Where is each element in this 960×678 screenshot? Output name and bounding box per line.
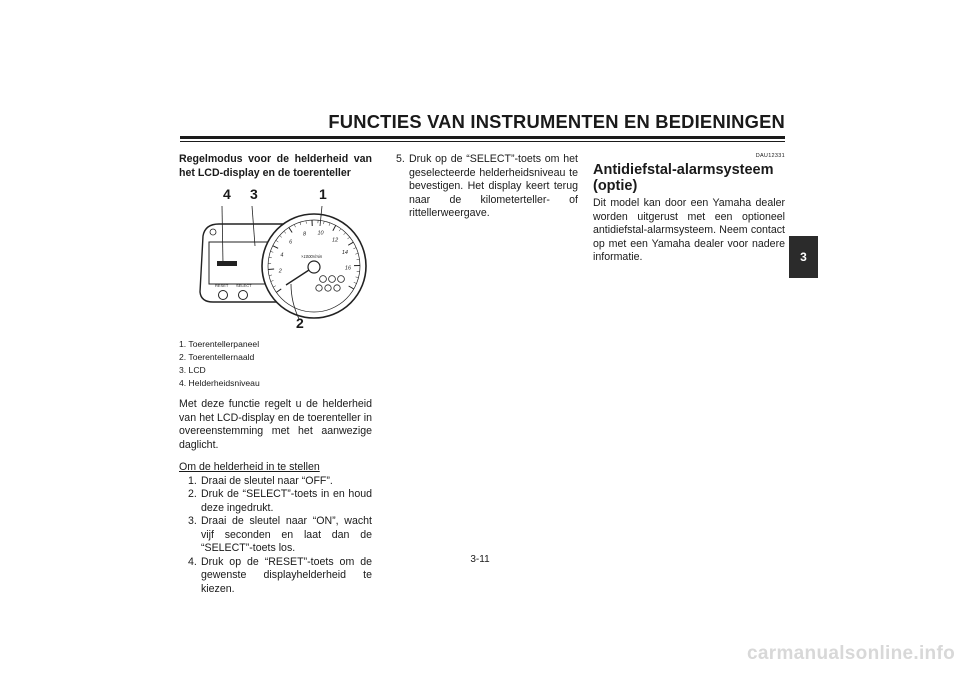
step-text: Draai de sleutel naar “OFF”. — [201, 474, 333, 487]
tach-number: 10 — [317, 230, 324, 237]
page-number: 3-11 — [470, 554, 490, 565]
tach-scale-label: ×1000r/min — [301, 254, 323, 259]
leader-line-3 — [252, 206, 255, 246]
procedure-steps — [179, 475, 372, 597]
leader-line-4 — [222, 206, 223, 264]
step-text: Druk op de “RESET”-toets om de gewenste displayhelderheid te kiezen. — [201, 555, 372, 595]
tach-number: 12 — [332, 237, 339, 244]
reference-code: DAU12331 — [755, 153, 785, 159]
callout-1: 1 — [319, 186, 327, 202]
column-3 — [593, 153, 785, 265]
procedure-steps-continued — [392, 153, 578, 221]
step-text: Draai de sleutel naar “ON”, wacht vijf seconden en laat dan de “SELECT”-toets los. — [201, 515, 372, 554]
brightness-level-segments — [217, 261, 237, 266]
instrument-panel-figure — [179, 184, 372, 334]
column-2 — [392, 153, 578, 221]
list-item — [179, 488, 372, 515]
step-text: Druk de “SELECT”-toets in en houd deze ingedrukt. — [201, 488, 372, 514]
legend-item: 1. Toerentellerpaneel — [179, 339, 260, 349]
tach-number: 14 — [341, 249, 349, 256]
callout-3: 3 — [250, 186, 258, 202]
select-button-label: SELECT — [236, 283, 252, 288]
step-text: Druk op de “SELECT”-toets om het geselecteerde helderheidsniveau te bevestigen. Het display keert terug naar de kilometerteller- of rittellerweergave. — [409, 153, 578, 219]
section-body: Dit model kan door een Yamaha dealer worden uitgerust met een optioneel antidiefstal-alarmsysteem. Neem contact op met een Yamaha dealer voor nadere informatie. — [593, 197, 785, 263]
legend-item: 3. LCD — [179, 365, 206, 375]
tach-number: 8 — [303, 231, 307, 238]
chapter-tab[interactable]: 3 — [789, 236, 818, 278]
step-number: 4. — [188, 555, 197, 568]
step-number: 1. — [188, 474, 197, 487]
select-button-icon — [239, 291, 248, 300]
step-number: 2. — [188, 488, 197, 500]
indicator-light-icon — [210, 229, 216, 235]
callout-2: 2 — [296, 315, 304, 331]
step-number: 3. — [188, 515, 197, 527]
section-title: Antidiefstal-alarmsysteem (optie) — [593, 162, 774, 194]
step-number: 5. — [396, 153, 405, 165]
header-rule-thin — [180, 141, 785, 142]
column-1 — [179, 153, 372, 596]
tach-number: 16 — [344, 265, 352, 272]
callout-4: 4 — [223, 186, 231, 202]
tach-number: 6 — [289, 239, 293, 246]
list-item — [179, 556, 372, 597]
list-item — [179, 515, 372, 556]
figure-legend — [179, 338, 372, 390]
legend-item: 4. Helderheidsniveau — [179, 378, 260, 388]
page-header-title: FUNCTIES VAN INSTRUMENTEN EN BEDIENINGEN — [328, 112, 785, 132]
header-rule — [180, 136, 785, 139]
tach-number: 4 — [280, 252, 284, 259]
tach-number: 2 — [278, 268, 282, 275]
instrument-panel-illustration — [179, 184, 372, 334]
reset-button-icon — [219, 291, 228, 300]
legend-item: 2. Toerentellernaald — [179, 352, 255, 362]
reset-button-label: RESET — [215, 283, 229, 288]
list-item — [392, 153, 578, 221]
section-subheading: Regelmodus voor de helderheid van het LCD-display en de toerenteller — [179, 153, 372, 179]
intro-paragraph: Met deze functie regelt u de helderheid van het LCD-display en de toerenteller in overeenstemming met het aanwezige daglicht. — [179, 398, 372, 451]
procedure-heading: Om de helderheid in te stellen — [179, 461, 320, 473]
watermark: carmanualsonline.info — [747, 643, 955, 664]
list-item — [179, 475, 372, 489]
